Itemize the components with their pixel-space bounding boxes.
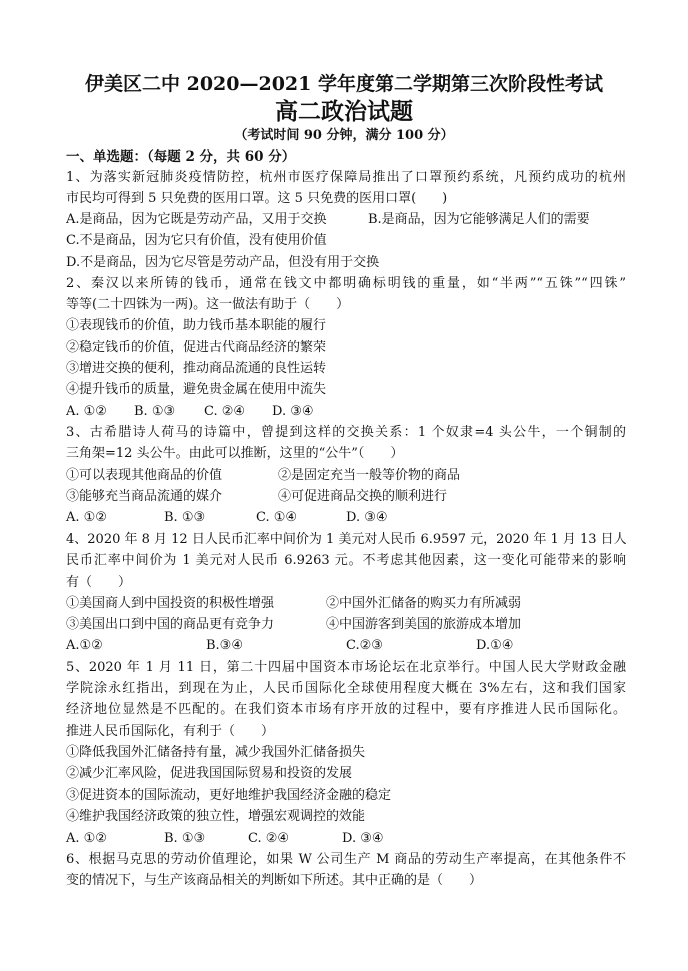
question-5-line-2: 学院涂永红指出，到现在为止，人民币国际化全球使用程度大概在 3%左右，这和我们国家 [66, 681, 626, 696]
question-5-statement-4: ④维护我国经济政策的独立性，增强宏观调控的效能 [66, 809, 366, 824]
question-2-line-1: 2、秦汉以来所铸的钱币，通常在钱文中都明确标明钱的重量，如“半两”“五铢”“四铢” [66, 276, 626, 291]
question-1-line-2: 市民均可得到 5 只免费的医用口罩。这 5 只免费的医用口罩( ) [66, 191, 448, 206]
question-4-option-d: D.①④ [476, 638, 514, 653]
question-1-option-a: A.是商品，因为它既是劳动产品，又用于交换 [66, 212, 327, 227]
question-4-statement-4: ④中国游客到美国的旅游成本增加 [326, 617, 522, 632]
question-4-option-b: B.③④ [206, 638, 243, 653]
exam-info: （考试时间 90 分钟，满分 100 分） [234, 128, 454, 143]
question-5-statement-1: ①降低我国外汇储备持有量，减少我国外汇储备损失 [66, 745, 366, 760]
question-3-line-1: 3、古希腊诗人荷马的诗篇中，曾提到这样的交换关系：1 个奴隶=4 头公牛，一个铜制的 [66, 425, 626, 440]
question-5-option-c: C. ②④ [248, 831, 290, 846]
question-4-option-c: C.②③ [346, 638, 383, 653]
question-3-option-d: D. ③④ [346, 510, 388, 525]
subject-title: 高二政治试题 [275, 98, 413, 125]
question-5-line-4: 推进人民币国际化，有利于（ ） [66, 724, 275, 739]
question-2-statement-2: ②稳定钱币的价值，促进古代商品经济的繁荣 [66, 340, 327, 355]
question-5-statement-2: ②减少汇率风险，促进我国国际贸易和投资的发展 [66, 766, 353, 781]
section-title: 一、单选题：（每题 2 分，共 60 分） [66, 149, 296, 165]
question-3-statement-4: ④可促进商品交换的顺利进行 [278, 489, 448, 504]
question-4-statement-3: ③美国出口到中国的商品更有竞争力 [66, 617, 275, 632]
question-4-statement-1: ①美国商人到中国投资的积极性增强 [66, 596, 275, 611]
school-exam-title: 伊美区二中 2020—2021 学年度第二学期第三次阶段性考试 [85, 73, 603, 95]
question-4-line-2: 民币汇率中间价为 1 美元对人民币 6.9263 元。不考虑其他因素，这一变化可能带来的影响 [66, 553, 626, 568]
question-2-option-d: D. ③④ [272, 404, 314, 419]
question-2-option-c: C. ②④ [204, 404, 246, 419]
question-4-option-a: A.①② [66, 638, 103, 653]
question-1-option-b: B.是商品，因为它能够满足人们的需要 [368, 212, 590, 227]
question-3-line-2: 三角架=12 头公牛。由此可以推断，这里的“公牛”（ ） [66, 446, 404, 461]
question-2-statement-4: ④提升钱币的质量，避免贵金属在使用中流失 [66, 382, 327, 397]
question-2-statement-3: ③增进交换的便利，推动商品流通的良性运转 [66, 361, 327, 376]
question-2-option-b: B. ①③ [134, 404, 176, 419]
question-5-option-b: B. ①③ [164, 831, 206, 846]
question-6-line-1: 6、根据马克思的劳动价值理论，如果 W 公司生产 M 商品的劳动生产率提高，在其他条件不 [66, 852, 626, 867]
question-1-option-c: C.不是商品，因为它只有价值，没有使用价值 [66, 233, 327, 248]
question-1-line-1: 1、为落实新冠肺炎疫情防控，杭州市医疗保障局推出了口罩预约系统，凡预约成功的杭州 [66, 170, 626, 185]
question-5-line-3: 经济地位显然是不匹配的。在我们资本市场有序开放的过程中，要有序推进人民币国际化。 [66, 702, 626, 717]
question-1-option-d: D.不是商品，因为它尽管是劳动产品，但没有用于交换 [66, 255, 380, 270]
question-4-line-3: 有（ ） [66, 575, 132, 590]
question-5-option-d: D. ③④ [342, 831, 384, 846]
question-5-line-1: 5、2020 年 1 月 11 日，第二十四届中国资本市场论坛在北京举行。中国人民大学财政金融 [66, 660, 626, 675]
question-2-line-2: 等等(二十四铢为一两)。这一做法有助于（ ） [66, 297, 350, 312]
question-2-statement-1: ①表现钱币的价值，助力钱币基本职能的履行 [66, 318, 327, 333]
question-5-option-a: A. ①② [66, 831, 107, 846]
question-3-option-b: B. ①③ [164, 510, 206, 525]
question-2-option-a: A. ①② [66, 404, 107, 419]
question-4-line-1: 4、2020 年 8 月 12 日人民币汇率中间价为 1 美元对人民币 6.9597 元，2020 年 1 月 13 日人 [66, 532, 627, 547]
question-4-statement-2: ②中国外汇储备的购买力有所减弱 [326, 596, 522, 611]
question-3-option-a: A. ①② [66, 510, 107, 525]
question-6-line-2: 变的情况下，与生产该商品相关的判断如下所述。其中正确的是（ ） [66, 873, 483, 888]
question-3-statement-1: ①可以表现其他商品的价值 [66, 468, 223, 483]
question-3-statement-3: ③能够充当商品流通的媒介 [66, 489, 223, 504]
question-5-statement-3: ③促进资本的国际流动，更好地维护我国经济金融的稳定 [66, 788, 392, 803]
question-3-statement-2: ②是固定充当一般等价物的商品 [278, 468, 461, 483]
question-3-option-c: C. ①④ [256, 510, 298, 525]
